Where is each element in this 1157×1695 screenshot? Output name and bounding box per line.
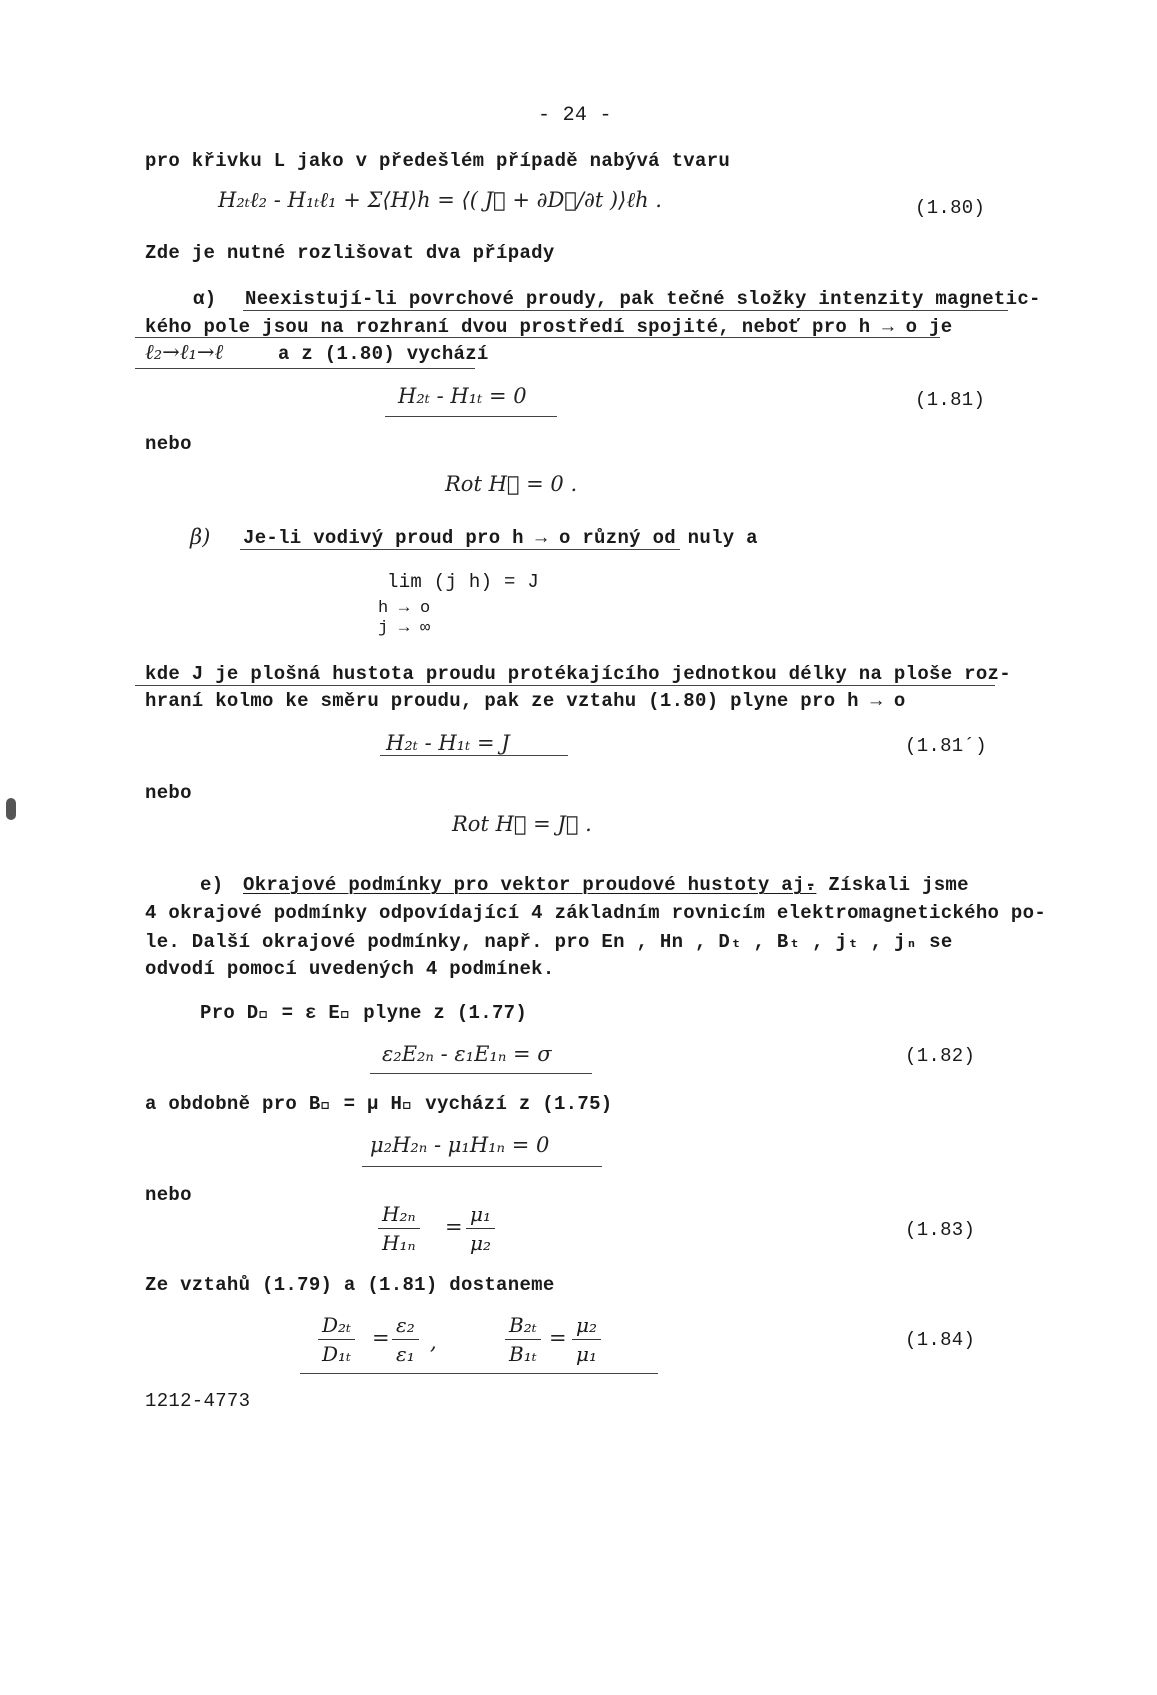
rot-equation: Rot H⃗ = 0 . bbox=[445, 472, 578, 496]
footer-code: 1212-4773 bbox=[145, 1390, 251, 1412]
text-line: a obdobně pro B⃗ = μ H⃗ vychází z (1.75) bbox=[145, 1093, 613, 1115]
text-line: Zde je nutné rozlišovat dva případy bbox=[145, 242, 555, 264]
equation-number: (1.80) bbox=[915, 197, 986, 219]
document-page: - 24 - pro křivku L jako v předešlém případě nabývá tvaru H₂ₜℓ₂ - H₁ₜℓ₁ + Σ⟨H⟩h = ⟨( J⃗ + ∂D⃗/∂t )⟩ℓh . (1.80) Zde je nutné rozlišovat dva případy α) Neexistují-li povrchové proudy, pak tečné složky intenzity magnetic- kého pole jsou na rozhraní dvou prostředí spojité, neboť pro h → o je ℓ₂→ℓ₁→ℓ a z (1.80) vychází H₂ₜ - H₁ₜ = 0 (1.81) nebo Rot H⃗ = 0 . β) Je-li vodivý proud pro h → o různý od nuly a lim (j h) = J h → o j → ∞ kde J je plošná hustota proudu protékajícího jednotkou délky na ploše roz- hraní kolmo ke směru proudu, pak ze vztahu (1.80) plyne pro h → o H₂ₜ - H₁ₜ = J (1.81´) nebo Rot H⃗ = J⃗ . e) Okrajové podmínky pro vektor proudové hustoty aj. - Získali jsme 4 okrajové podmínky odpovídající 4 základním rovnicím elektromagnetického po- le. Další okrajové podmínky, např. pro En , Hn , Dₜ , Bₜ , jₜ , jₙ se odvodí pomocí uvedených 4 podmínek. Pro D⃗ = ε E⃗ plyne z (1.77) ε₂E₂ₙ - ε₁E₁ₙ = σ (1.82) a obdobně pro B⃗ = μ H⃗ vychází z (1.75) μ₂H₂ₙ - μ₁H₁ₙ = 0 nebo $\frac{\text{H₂ₙ}}{\text{H₁ₙ}}$ = $\frac{\text{μ₁}}{\text{μ₂}}$ (1.83) Ze vztahů (1.79) a (1.81) dostaneme $\frac{\text{D₂ₜ}}{\text{D₁ₜ}}$ = $\frac{\text{ε₂}}{\text{ε₁}}$ , $\frac{\text{B₂ₜ}}{\text{B₁ₜ}}$ = $\frac{\text{μ₂}}{\text{μ₁}}$ (1.84) 1212-4773 bbox=[0, 0, 1157, 1695]
text-line: 4 okrajové podmínky odpovídající 4 základním rovnicím elektromagnetického po- bbox=[145, 902, 1047, 924]
fraction: $\frac{\text{μ₁}}{\text{μ₂}}$ bbox=[466, 1202, 495, 1255]
text-line: a z (1.80) vychází bbox=[278, 343, 489, 365]
equation-number: (1.81) bbox=[915, 389, 986, 411]
text-line: kého pole jsou na rozhraní dvou prostředí spojité, neboť pro h → o je bbox=[145, 316, 953, 338]
limit-expression: ℓ₂→ℓ₁→ℓ bbox=[145, 340, 224, 364]
text-line: nebo bbox=[145, 1184, 192, 1206]
text-line: - Získali jsme bbox=[805, 874, 969, 896]
text-line: Neexistují-li povrchové proudy, pak tečné složky intenzity magnetic- bbox=[245, 288, 1041, 310]
section-e-marker: e) bbox=[200, 874, 224, 896]
text-line: kde J je plošná hustota proudu protékajícího jednotkou délky na ploše roz- bbox=[145, 663, 1011, 685]
case-beta-marker: β) bbox=[190, 525, 211, 549]
fraction: $\frac{\text{B₂ₜ}}{\text{B₁ₜ}}$ bbox=[505, 1313, 541, 1366]
text-line: nebo bbox=[145, 433, 192, 455]
text-line: nebo bbox=[145, 782, 192, 804]
fraction: $\frac{\text{H₂ₙ}}{\text{H₁ₙ}}$ bbox=[378, 1202, 420, 1255]
mu-equation: μ₂H₂ₙ - μ₁H₁ₙ = 0 bbox=[370, 1133, 550, 1157]
fraction: $\frac{\text{ε₂}}{\text{ε₁}}$ bbox=[392, 1313, 419, 1366]
rot-equation: Rot H⃗ = J⃗ . bbox=[452, 812, 592, 836]
equation-number: (1.82) bbox=[905, 1045, 976, 1067]
fraction: $\frac{\text{D₂ₜ}}{\text{D₁ₜ}}$ bbox=[318, 1313, 355, 1366]
text-line: pro křivku L jako v předešlém případě nabývá tvaru bbox=[145, 150, 731, 172]
equation-1-82: ε₂E₂ₙ - ε₁E₁ₙ = σ bbox=[382, 1042, 552, 1066]
equation-number: (1.81´) bbox=[905, 735, 987, 757]
equation-number: (1.84) bbox=[905, 1329, 976, 1351]
text-line: le. Další okrajové podmínky, např. pro En , Hn , Dₜ , Bₜ , jₜ , jₙ se bbox=[145, 931, 953, 953]
text-line: Ze vztahů (1.79) a (1.81) dostaneme bbox=[145, 1274, 555, 1296]
text-line: odvodí pomocí uvedených 4 podmínek. bbox=[145, 958, 555, 980]
text-line: Je-li vodivý proud pro h → o různý od nuly a bbox=[243, 527, 758, 549]
text-line: hraní kolmo ke směru proudu, pak ze vztahu (1.80) plyne pro h → o bbox=[145, 690, 906, 712]
limit-line: lim (j h) = J bbox=[387, 571, 540, 593]
limit-line: h → o bbox=[378, 599, 431, 618]
section-heading: Okrajové podmínky pro vektor proudové hustoty aj. bbox=[243, 874, 817, 896]
equation-1-81-prime: H₂ₜ - H₁ₜ = J bbox=[386, 731, 510, 755]
fraction: $\frac{\text{μ₂}}{\text{μ₁}}$ bbox=[572, 1313, 601, 1366]
page-number: - 24 - bbox=[538, 104, 612, 127]
text-line: Pro D⃗ = ε E⃗ plyne z (1.77) bbox=[200, 1002, 528, 1024]
limit-line: j → ∞ bbox=[378, 619, 431, 638]
equation-1-81: H₂ₜ - H₁ₜ = 0 bbox=[398, 384, 527, 408]
equation-1-80: H₂ₜℓ₂ - H₁ₜℓ₁ + Σ⟨H⟩h = ⟨( J⃗ + ∂D⃗/∂t )⟩ℓh . bbox=[218, 188, 662, 212]
case-alpha-marker: α) bbox=[193, 288, 217, 310]
equation-number: (1.83) bbox=[905, 1219, 976, 1241]
